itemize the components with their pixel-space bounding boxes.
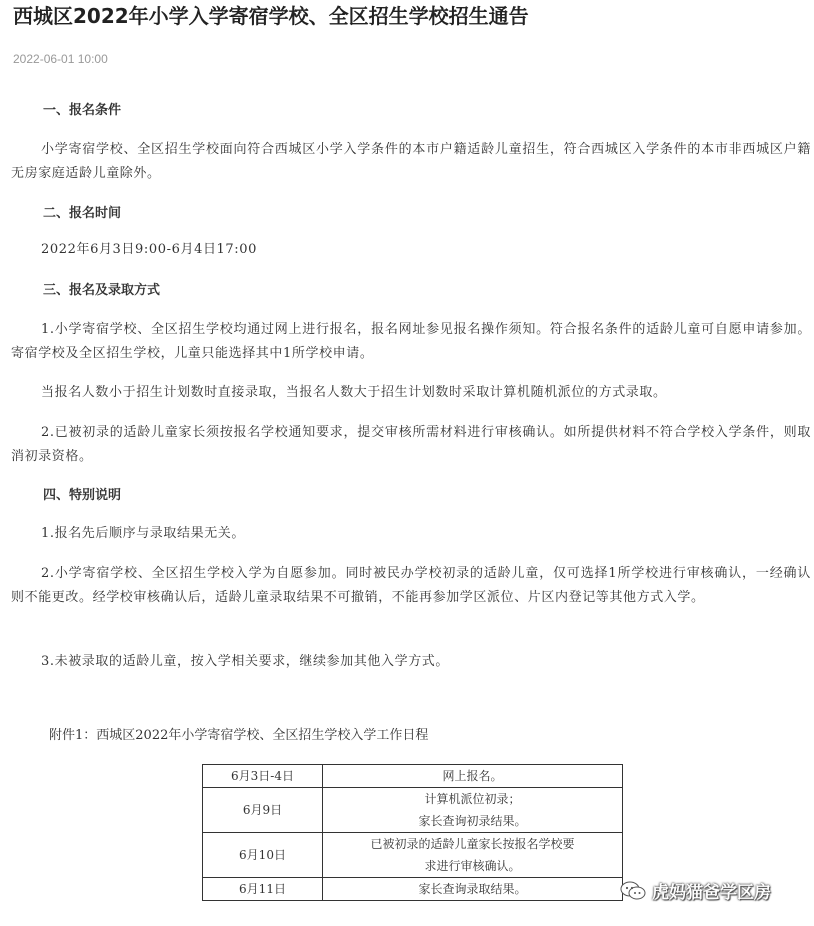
table-row (203, 833, 623, 878)
schedule-task-line: 求进行审核确认。 (424, 859, 521, 873)
section-heading-time: 二、报名时间 (43, 206, 122, 221)
section-heading-conditions: 一、报名条件 (43, 103, 122, 118)
schedule-task (323, 878, 623, 901)
paragraph-method-1: 1.小学寄宿学校、全区招生学校均通过网上进行报名，报名网址参见报名操作须知。符合报名条件的适龄儿童可自愿申请参加。寄宿学校及全区招生学校，儿童只能选择其中1所学校申请。 (11, 322, 811, 361)
schedule-table (202, 764, 623, 901)
schedule-date: 6月3日-4日 (203, 765, 323, 788)
section-heading-notes: 四、特别说明 (43, 488, 122, 503)
paragraph-notes-3: 3.未被录取的适龄儿童，按入学相关要求，继续参加其他入学方式。 (41, 654, 450, 669)
paragraph-method-3: 2.已被初录的适龄儿童家长须按报名学校通知要求，提交审核所需材料进行审核确认。如所提供材料不符合学校入学条件，则取消初录资格。 (11, 425, 811, 464)
table-row (203, 878, 623, 901)
schedule-date: 6月9日 (203, 788, 323, 833)
publish-date: 2022-06-01 10:00 (13, 52, 108, 66)
wechat-icon (620, 881, 646, 901)
watermark (620, 878, 771, 903)
paragraph-method-2: 当报名人数小于招生计划数时直接录取，当报名人数大于招生计划数时采取计算机随机派位的方式录取。 (41, 385, 667, 400)
schedule-task (323, 765, 623, 788)
schedule-task-line: 网上报名。 (442, 769, 503, 783)
schedule-task-line: 已被初录的适龄儿童家长按报名学校要 (370, 837, 575, 851)
schedule-date: 6月11日 (203, 878, 323, 901)
schedule-task-line: 家长查询录取结果。 (418, 882, 527, 896)
paragraph-notes-1: 1.报名先后顺序与录取结果无关。 (41, 526, 246, 541)
section-heading-method: 三、报名及录取方式 (43, 283, 161, 298)
attachment-caption: 附件1：西城区2022年小学寄宿学校、全区招生学校入学工作日程 (49, 728, 429, 743)
paragraph-notes-2: 2.小学寄宿学校、全区招生学校入学为自愿参加。同时被民办学校初录的适龄儿童，仅可选择1所学校进行审核确认，一经确认则不能更改。经学校审核确认后，适龄儿童录取结果不可撤销，不能再参加学区派位、片区内登记等其他方式入学。 (11, 566, 811, 605)
schedule-task-line: 家长查询初录结果。 (418, 814, 527, 828)
table-row (203, 765, 623, 788)
schedule-date: 6月10日 (203, 833, 323, 878)
article-title: 西城区2022年小学入学寄宿学校、全区招生学校招生通告 (13, 4, 529, 28)
paragraph-conditions: 小学寄宿学校、全区招生学校面向符合西城区小学入学条件的本市户籍适龄儿童招生，符合西城区入学条件的本市非西城区户籍无房家庭适龄儿童除外。 (11, 142, 811, 181)
watermark-text: 虎妈猫爸学区房 (652, 883, 771, 903)
table-row (203, 788, 623, 833)
schedule-task (323, 833, 623, 878)
paragraph-time: 2022年6月3日9:00-6月4日17:00 (41, 242, 258, 257)
schedule-task (323, 788, 623, 833)
schedule-task-line: 计算机派位初录； (424, 792, 521, 806)
